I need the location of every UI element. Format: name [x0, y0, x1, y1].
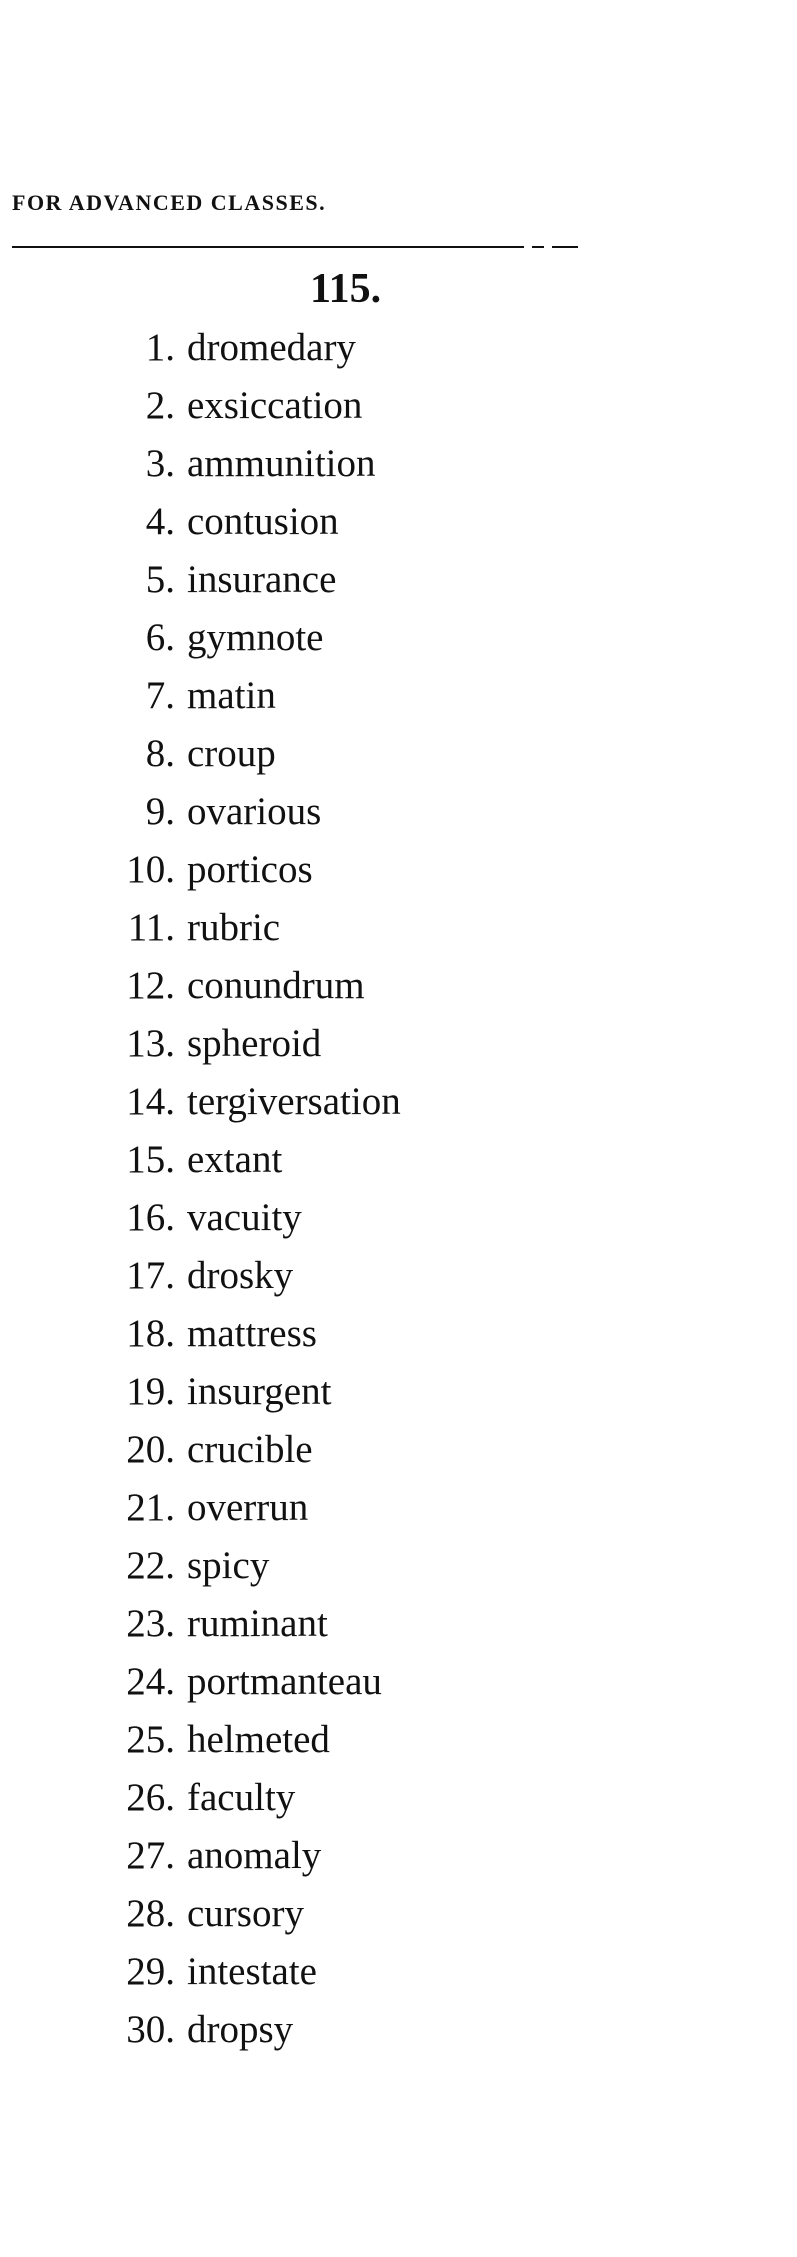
list-item — [60, 550, 401, 608]
item-word: faculty — [187, 1775, 296, 1819]
item-word: extant — [187, 1137, 283, 1181]
item-number: 21. — [126, 1485, 175, 1529]
item-number: 1. — [145, 325, 175, 369]
item-word: spicy — [187, 1543, 270, 1587]
list-item — [60, 1420, 401, 1478]
item-word: porticos — [187, 847, 313, 891]
item-number: 11. — [127, 905, 175, 949]
item-word: portmanteau — [187, 1659, 382, 1703]
item-word: vacuity — [187, 1195, 302, 1239]
item-number: 29. — [126, 1949, 175, 1993]
item-number: 18. — [126, 1311, 175, 1355]
item-word: contusion — [187, 499, 339, 543]
list-item — [60, 1362, 401, 1420]
item-word: croup — [187, 731, 276, 775]
item-number: 24. — [126, 1659, 175, 1703]
list-item — [60, 492, 401, 550]
list-item — [60, 724, 401, 782]
item-word: insurance — [187, 557, 337, 601]
list-item — [60, 1536, 401, 1594]
list-item — [60, 1652, 401, 1710]
item-number: 28. — [126, 1891, 175, 1935]
list-item — [60, 1304, 401, 1362]
item-word: insurgent — [187, 1369, 332, 1413]
item-number: 9. — [145, 789, 175, 833]
list-item — [60, 1246, 401, 1304]
list-item — [60, 1014, 401, 1072]
item-word: cursory — [187, 1891, 304, 1935]
item-word: ruminant — [187, 1601, 328, 1645]
item-word: matin — [187, 673, 276, 717]
item-number: 6. — [145, 615, 175, 659]
item-word: drosky — [187, 1253, 294, 1297]
item-number: 13. — [126, 1021, 175, 1065]
list-item — [60, 1942, 401, 2000]
list-item — [60, 1072, 401, 1130]
item-number: 25. — [126, 1717, 175, 1761]
item-word: crucible — [187, 1427, 313, 1471]
header-rule — [12, 246, 524, 248]
running-head: FOR ADVANCED CLASSES. — [12, 190, 327, 215]
item-number: 22. — [126, 1543, 175, 1587]
list-item — [60, 318, 401, 376]
item-word: conundrum — [187, 963, 365, 1007]
list-item — [60, 608, 401, 666]
item-word: tergiversation — [187, 1079, 401, 1123]
item-number: 17. — [126, 1253, 175, 1297]
item-number: 12. — [126, 963, 175, 1007]
item-word: dromedary — [187, 325, 356, 369]
item-number: 3. — [145, 441, 175, 485]
list-item — [60, 434, 401, 492]
item-word: spheroid — [187, 1021, 322, 1065]
item-word: rubric — [187, 905, 281, 949]
item-number: 2. — [145, 383, 175, 427]
list-item — [60, 666, 401, 724]
item-number: 27. — [126, 1833, 175, 1877]
section-number: 115. — [310, 266, 382, 312]
list-item — [60, 1188, 401, 1246]
item-word: exsiccation — [187, 383, 363, 427]
item-word: intestate — [187, 1949, 317, 1993]
item-number: 16. — [126, 1195, 175, 1239]
item-word: ovarious — [187, 789, 322, 833]
word-list — [60, 318, 401, 2058]
item-number: 26. — [126, 1775, 175, 1819]
item-word: gymnote — [187, 615, 324, 659]
item-word: ammunition — [187, 441, 376, 485]
list-item — [60, 956, 401, 1014]
item-number: 8. — [145, 731, 175, 775]
list-item — [60, 1594, 401, 1652]
list-item — [60, 1710, 401, 1768]
item-number: 19. — [126, 1369, 175, 1413]
header-rule-dash — [532, 246, 544, 248]
list-item — [60, 376, 401, 434]
item-word: helmeted — [187, 1717, 330, 1761]
list-item — [60, 840, 401, 898]
list-item — [60, 1768, 401, 1826]
item-word: overrun — [187, 1485, 309, 1529]
item-number: 30. — [126, 2007, 175, 2051]
item-number: 5. — [145, 557, 175, 601]
item-number: 15. — [126, 1137, 175, 1181]
list-item — [60, 1826, 401, 1884]
list-item — [60, 2000, 401, 2058]
list-item — [60, 1884, 401, 1942]
header-rule-dash — [552, 246, 578, 248]
item-word: anomaly — [187, 1833, 322, 1877]
item-number: 20. — [126, 1427, 175, 1471]
list-item — [60, 1130, 401, 1188]
item-number: 7. — [145, 673, 175, 717]
list-item — [60, 782, 401, 840]
item-word: mattress — [187, 1311, 317, 1355]
item-number: 14. — [126, 1079, 175, 1123]
list-item — [60, 898, 401, 956]
list-item — [60, 1478, 401, 1536]
item-word: dropsy — [187, 2007, 294, 2051]
item-number: 10. — [126, 847, 175, 891]
item-number: 4. — [145, 499, 175, 543]
item-number: 23. — [126, 1601, 175, 1645]
